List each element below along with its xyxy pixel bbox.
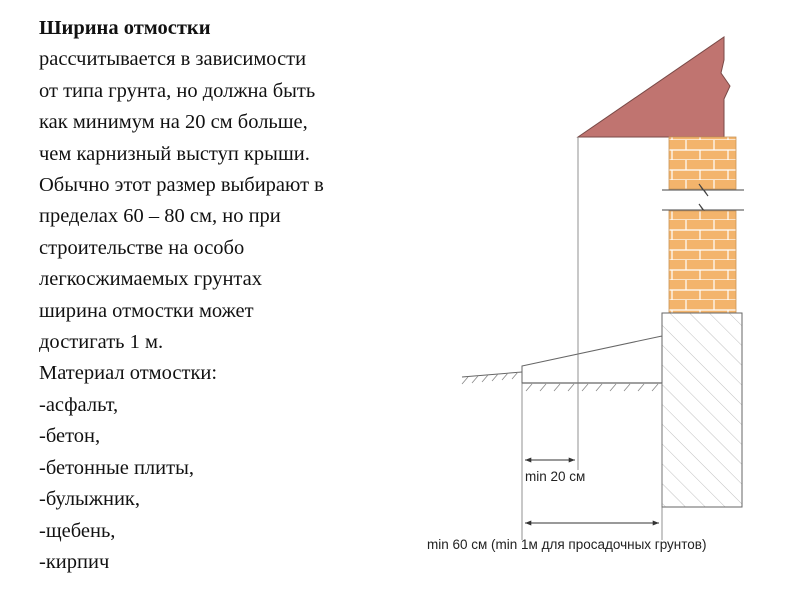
- ground-hatch: [462, 372, 518, 384]
- list-item: -асфальт,: [39, 393, 119, 416]
- list-item: -бетон,: [39, 425, 101, 448]
- text-line: строительстве на особо: [39, 236, 245, 259]
- text-line: рассчитывается в зависимости: [39, 48, 307, 71]
- dimension-label-20: min 20 см: [525, 469, 586, 484]
- list-item: -бетонные плиты,: [39, 456, 194, 479]
- blind-area-slab: [522, 336, 662, 383]
- text-line: как минимум на 20 см больше,: [39, 111, 308, 134]
- list-item: -булыжник,: [39, 488, 141, 511]
- text-line: пределах 60 – 80 см, но при: [39, 205, 281, 228]
- ground-hatch: [526, 384, 658, 391]
- text-line: достигать 1 м.: [39, 331, 164, 354]
- roof: [578, 37, 730, 137]
- foundation: [662, 313, 742, 507]
- text-line: ширина отмостки может: [39, 299, 254, 322]
- text-line: чем карнизный выступ крыши.: [39, 142, 310, 165]
- text-line: Обычно этот размер выбирают в: [39, 174, 324, 197]
- text-line: легкосжимаемых грунтах: [39, 268, 262, 291]
- title: Ширина отмостки: [39, 17, 211, 39]
- list-item: -щебень,: [39, 519, 116, 542]
- brick-wall-lower: [669, 211, 736, 313]
- ground-line: [462, 372, 522, 377]
- text-line: Материал отмостки:: [39, 362, 218, 385]
- dimension-label-60: min 60 см (min 1м для просадочных грунтов): [427, 537, 707, 552]
- brick-wall-upper: [669, 137, 736, 189]
- list-item: -кирпич: [39, 550, 110, 573]
- text-line: от типа грунта, но должна быть: [39, 79, 316, 102]
